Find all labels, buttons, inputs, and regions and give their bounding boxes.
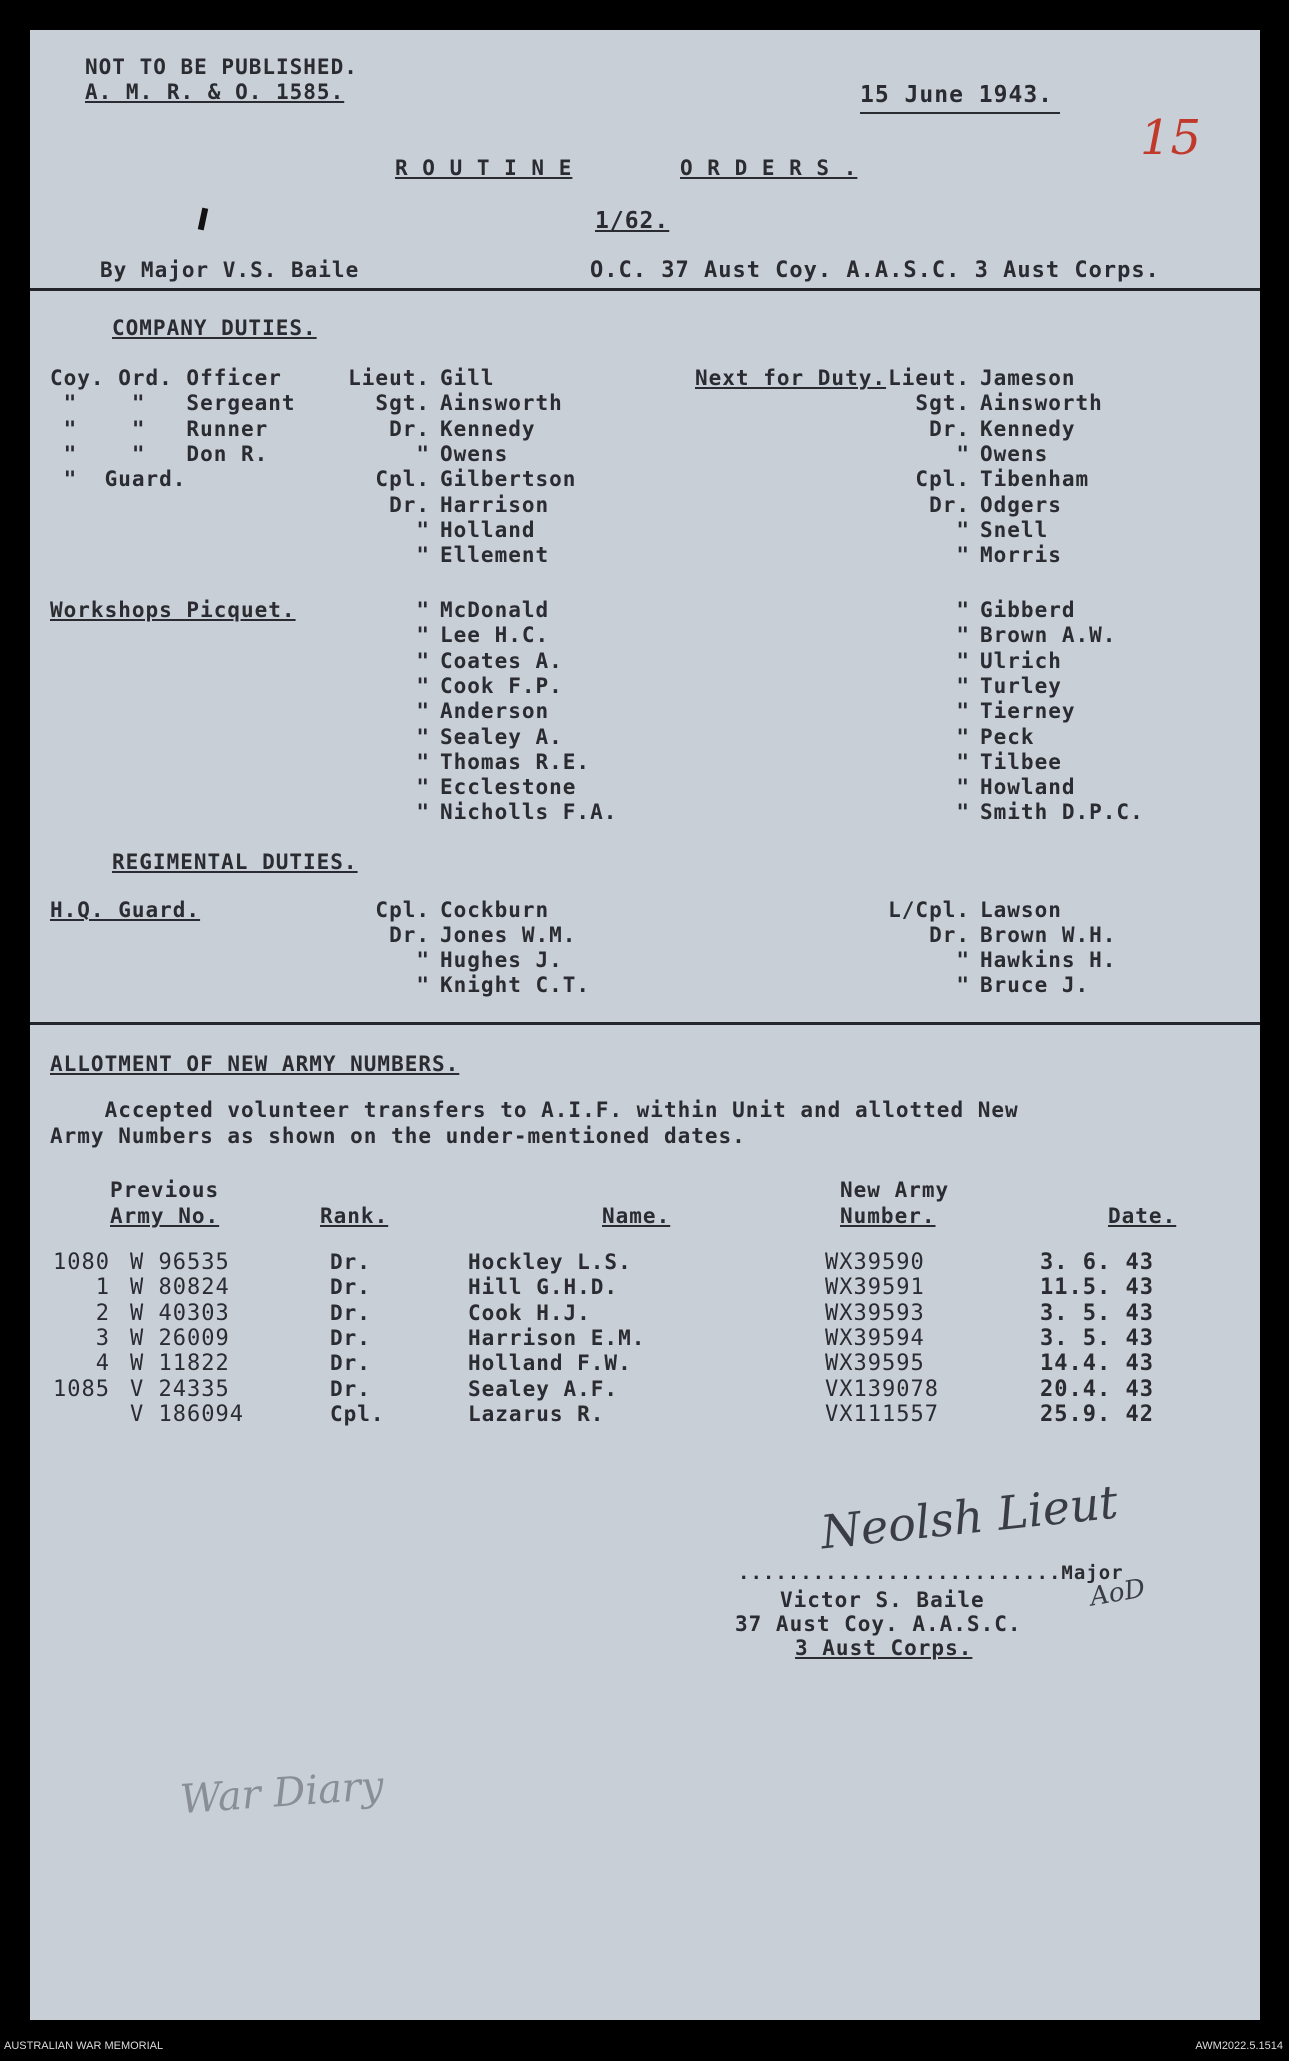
duty-name: Holland	[440, 517, 536, 542]
new-army-number: WX39593	[825, 1300, 925, 1326]
picquet-next-rank: "	[956, 775, 970, 800]
picquet-next-name: Gibberd	[980, 598, 1076, 622]
picquet-rank: "	[416, 749, 430, 774]
allotment-heading: ALLOTMENT OF NEW ARMY NUMBERS.	[50, 1052, 460, 1076]
duty-name: Harrison	[440, 492, 550, 517]
previous-army-no: W 96535	[130, 1250, 230, 1275]
picquet-rank: "	[416, 648, 430, 673]
next-rank: Sgt.	[915, 391, 970, 416]
soldier-name: Cook H.J.	[468, 1300, 591, 1325]
workshops-picquet-label: Workshops Picquet.	[50, 598, 296, 622]
picquet-next-name: Tierney	[980, 699, 1076, 724]
new-army-number: WX39591	[825, 1275, 925, 1301]
picquet-name: Nicholls F.A.	[440, 800, 618, 825]
reg-next-name: Brown W.H.	[980, 923, 1117, 947]
duty-name: Kennedy	[440, 416, 536, 441]
next-name: Kennedy	[980, 416, 1076, 441]
row-index: 1085	[53, 1376, 110, 1402]
picquet-name: Sealey A.	[440, 724, 563, 749]
reg-rank: Cpl.	[375, 898, 430, 922]
next-for-duty-label: Next for Duty.	[695, 366, 887, 390]
picquet-next-rank: "	[956, 724, 970, 749]
allotment-para-line-1: Accepted volunteer transfers to A.I.F. within Unit and allotted New	[50, 1098, 1019, 1122]
duty-label: " " Don R.	[50, 441, 269, 466]
next-rank: Dr.	[929, 492, 970, 517]
duty-name: Gill	[440, 366, 495, 390]
col-army-no: Army No.	[110, 1204, 220, 1228]
signatory-unit: 37 Aust Coy. A.A.S.C.	[735, 1612, 1022, 1636]
new-army-number: VX111557	[825, 1401, 939, 1427]
new-army-number: WX39594	[825, 1325, 925, 1351]
duty-rank: "	[416, 543, 430, 568]
picquet-name: Coates A.	[440, 648, 563, 673]
col-number: Number.	[840, 1204, 936, 1228]
picquet-next-name: Smith D.P.C.	[980, 800, 1144, 825]
next-name: Owens	[980, 441, 1049, 466]
date-underline	[860, 112, 1060, 114]
duty-label: " " Sergeant	[50, 391, 296, 416]
rank: Dr.	[330, 1325, 371, 1350]
row-index: 2	[95, 1300, 110, 1326]
duty-name: Ellement	[440, 543, 550, 568]
rank: Dr.	[330, 1300, 371, 1325]
duty-rank: Sgt.	[375, 391, 430, 416]
next-rank: "	[956, 517, 970, 542]
reg-next-rank: L/Cpl.	[888, 898, 970, 922]
picquet-name: Thomas R.E.	[440, 749, 591, 774]
signatory-corps: 3 Aust Corps.	[795, 1636, 973, 1660]
signature-scrawl: Neolsh Lieut	[817, 1474, 1121, 1560]
picquet-name: Anderson	[440, 699, 550, 724]
previous-army-no: W 26009	[130, 1325, 230, 1351]
divider-2	[30, 1022, 1260, 1025]
picquet-next-rank: "	[956, 598, 970, 622]
duty-rank: "	[416, 441, 430, 466]
picquet-next-name: Turley	[980, 673, 1062, 698]
duty-rank: Cpl.	[375, 467, 430, 492]
soldier-name: Sealey A.F.	[468, 1376, 619, 1401]
rank: Dr.	[330, 1376, 371, 1401]
reg-rank: "	[416, 973, 430, 997]
col-date: Date.	[1108, 1204, 1177, 1228]
reg-next-name: Hawkins H.	[980, 948, 1117, 972]
allotment-para-line-2: Army Numbers as shown on the under-mentioned dates.	[50, 1124, 746, 1148]
row-index: 3	[95, 1325, 110, 1351]
transfer-date: 14.4. 43	[1040, 1351, 1154, 1377]
picquet-next-name: Brown A.W.	[980, 623, 1117, 648]
previous-army-no: W 80824	[130, 1275, 230, 1301]
next-rank: "	[956, 543, 970, 568]
rank: Dr.	[330, 1250, 371, 1274]
ink-mark	[198, 208, 208, 231]
document-page	[30, 30, 1260, 2020]
row-index: 4	[95, 1351, 110, 1377]
next-name: Odgers	[980, 492, 1062, 517]
previous-army-no: V 24335	[130, 1376, 230, 1402]
soldier-name: Holland F.W.	[468, 1351, 632, 1376]
order-number: 1/62.	[595, 208, 670, 234]
signature-aod: AoD	[1087, 1573, 1148, 1613]
row-index: 1	[95, 1275, 110, 1301]
picquet-rank: "	[416, 699, 430, 724]
reg-name: Cockburn	[440, 898, 550, 922]
next-rank: Cpl.	[915, 467, 970, 492]
reg-name: Hughes J.	[440, 948, 563, 972]
col-rank: Rank.	[320, 1204, 389, 1228]
col-new-army: New Army	[840, 1178, 950, 1202]
title-routine: R O U T I N E	[395, 156, 573, 180]
previous-army-no: W 11822	[130, 1351, 230, 1377]
issued-by: By Major V.S. Baile	[100, 258, 360, 282]
signatory-name: Victor S. Baile	[780, 1588, 985, 1612]
duty-label: " Guard.	[50, 467, 187, 492]
transfer-date: 25.9. 42	[1040, 1401, 1154, 1427]
divider-1	[30, 288, 1260, 291]
next-rank: Dr.	[929, 416, 970, 441]
amro-line: A. M. R. & O. 1585.	[85, 80, 345, 104]
soldier-name: Lazarus R.	[468, 1401, 605, 1426]
next-name: Morris	[980, 543, 1062, 568]
soldier-name: Hill G.H.D.	[468, 1275, 619, 1300]
next-rank: "	[956, 441, 970, 466]
new-army-number: WX39590	[825, 1250, 925, 1275]
picquet-next-name: Ulrich	[980, 648, 1062, 673]
picquet-rank: "	[416, 775, 430, 800]
next-name: Snell	[980, 517, 1049, 542]
order-date: 15 June 1943.	[860, 82, 1054, 108]
duty-name: Gilbertson	[440, 467, 577, 492]
war-diary-annotation: War Diary	[178, 1762, 386, 1824]
footer-left: AUSTRALIAN WAR MEMORIAL	[4, 2040, 164, 2052]
duty-name: Owens	[440, 441, 509, 466]
picquet-name: Cook F.P.	[440, 673, 563, 698]
duty-rank: "	[416, 517, 430, 542]
reg-next-rank: Dr.	[929, 923, 970, 947]
picquet-rank: "	[416, 623, 430, 648]
picquet-next-rank: "	[956, 749, 970, 774]
duty-rank: Lieut.	[348, 366, 430, 390]
reg-rank: "	[416, 948, 430, 972]
picquet-rank: "	[416, 673, 430, 698]
reg-next-name: Bruce J.	[980, 973, 1090, 997]
footer-right: AWM2022.5.1514	[1195, 2040, 1283, 2052]
soldier-name: Harrison E.M.	[468, 1325, 646, 1350]
reg-rank: Dr.	[389, 923, 430, 947]
picquet-rank: "	[416, 724, 430, 749]
signature-dots-major: ..........................Major	[738, 1562, 1124, 1584]
duty-label: Coy. Ord. Officer	[50, 366, 282, 390]
picquet-name: Ecclestone	[440, 775, 577, 800]
row-index: 1080	[53, 1250, 110, 1275]
duty-label: " " Runner	[50, 416, 269, 441]
col-previous: Previous	[110, 1178, 220, 1202]
officer-commanding: O.C. 37 Aust Coy. A.A.S.C. 3 Aust Corps.	[590, 258, 1160, 283]
new-army-number: VX139078	[825, 1376, 939, 1402]
company-duties-heading: COMPANY DUTIES.	[112, 316, 317, 340]
rank: Cpl.	[330, 1401, 385, 1426]
reg-next-rank: "	[956, 948, 970, 972]
picquet-next-rank: "	[956, 800, 970, 825]
soldier-name: Hockley L.S.	[468, 1250, 632, 1274]
new-army-number: WX39595	[825, 1351, 925, 1377]
picquet-rank: "	[416, 800, 430, 825]
transfer-date: 3. 6. 43	[1040, 1250, 1154, 1275]
rank: Dr.	[330, 1351, 371, 1376]
previous-army-no: W 40303	[130, 1300, 230, 1326]
next-name: Jameson	[980, 366, 1076, 390]
picquet-name: McDonald	[440, 598, 550, 622]
rank: Dr.	[330, 1275, 371, 1300]
regimental-duties-heading: REGIMENTAL DUTIES.	[112, 850, 358, 874]
picquet-rank: "	[416, 598, 430, 622]
picquet-next-rank: "	[956, 673, 970, 698]
picquet-next-rank: "	[956, 648, 970, 673]
picquet-next-name: Howland	[980, 775, 1076, 800]
next-name: Ainsworth	[980, 391, 1103, 416]
transfer-date: 11.5. 43	[1040, 1275, 1154, 1301]
reg-name: Knight C.T.	[440, 973, 591, 997]
transfer-date: 3. 5. 43	[1040, 1325, 1154, 1351]
not-published-line: NOT TO BE PUBLISHED.	[85, 55, 358, 79]
previous-army-no: V 186094	[130, 1401, 244, 1427]
picquet-next-rank: "	[956, 623, 970, 648]
transfer-date: 3. 5. 43	[1040, 1300, 1154, 1326]
duty-rank: Dr.	[389, 492, 430, 517]
reg-name: Jones W.M.	[440, 923, 577, 947]
page-number-mark: 15	[1140, 110, 1202, 166]
transfer-date: 20.4. 43	[1040, 1376, 1154, 1402]
picquet-next-name: Peck	[980, 724, 1035, 749]
next-rank: Lieut.	[888, 366, 970, 390]
picquet-next-rank: "	[956, 699, 970, 724]
col-name: Name.	[602, 1204, 671, 1228]
reg-next-rank: "	[956, 973, 970, 997]
picquet-name: Lee H.C.	[440, 623, 550, 648]
next-name: Tibenham	[980, 467, 1090, 492]
duty-name: Ainsworth	[440, 391, 563, 416]
hq-guard-label: H.Q. Guard.	[50, 898, 201, 922]
picquet-next-name: Tilbee	[980, 749, 1062, 774]
title-orders: O R D E R S .	[680, 156, 858, 180]
duty-rank: Dr.	[389, 416, 430, 441]
reg-next-name: Lawson	[980, 898, 1062, 922]
